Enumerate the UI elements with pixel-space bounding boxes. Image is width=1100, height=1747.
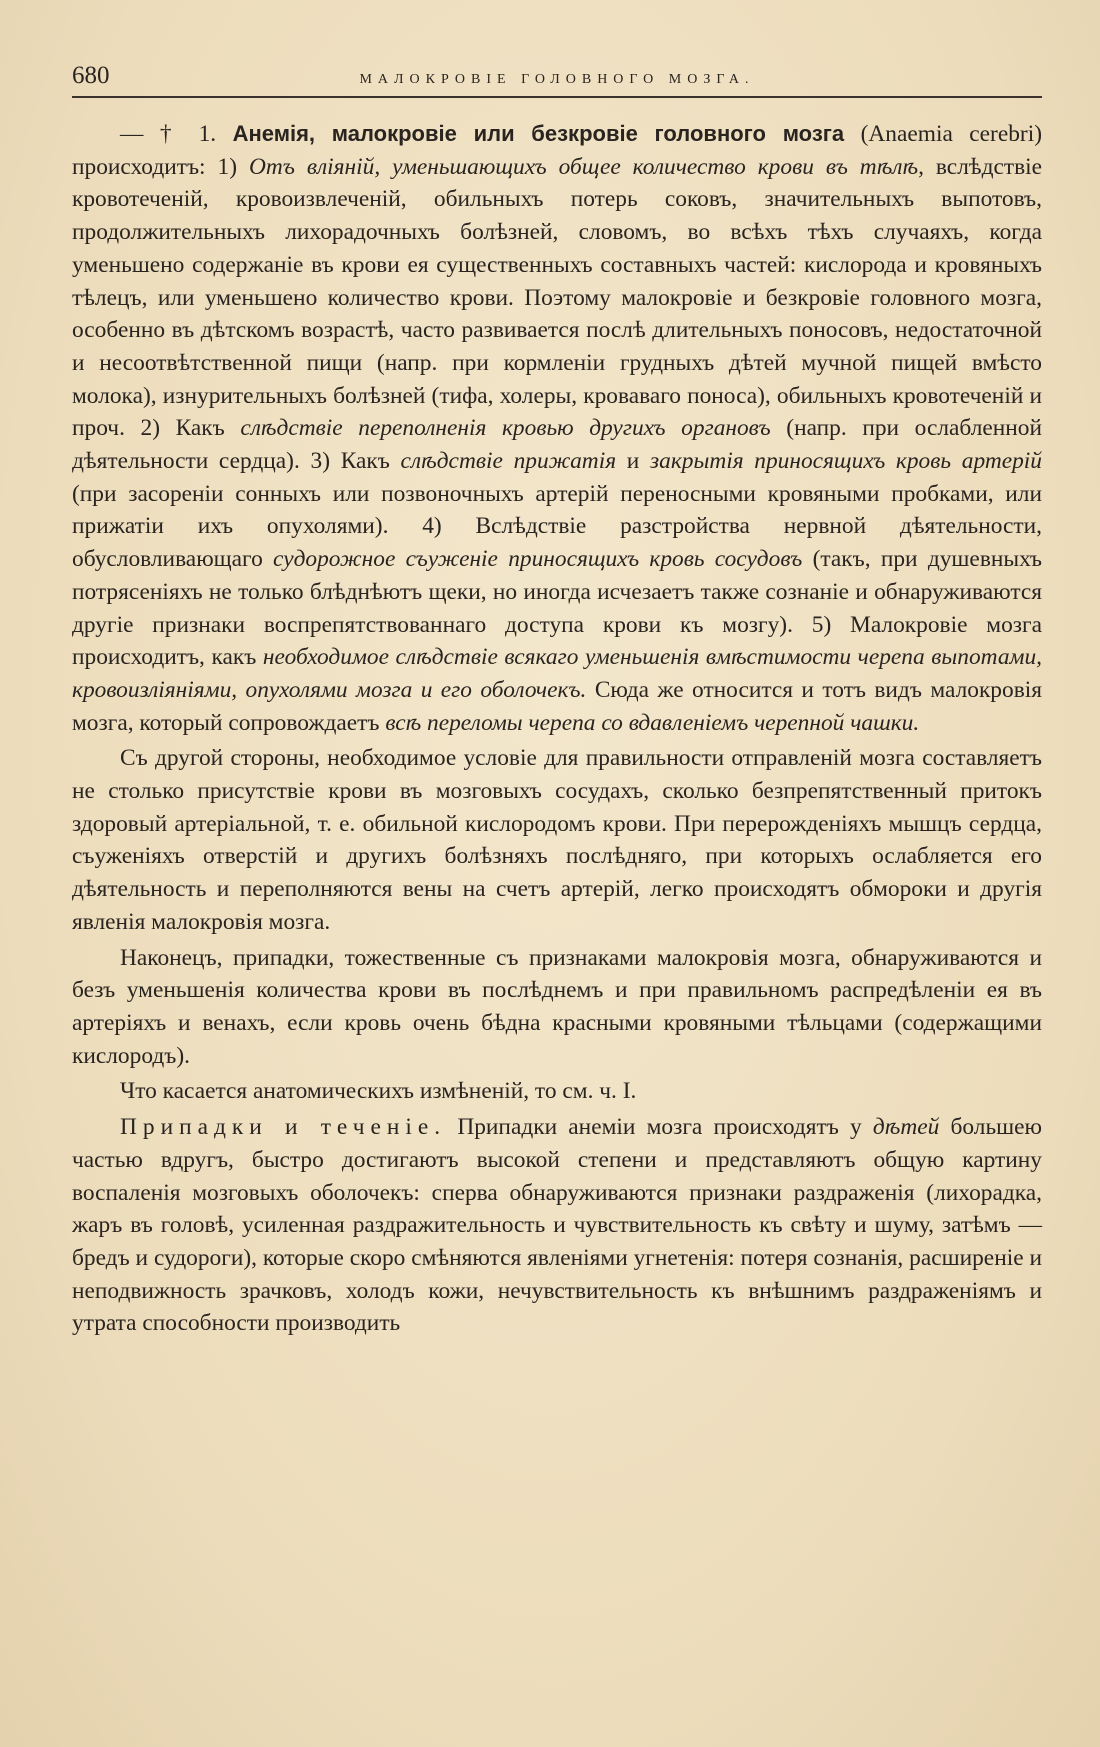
bold-heading-run: Анемія, малокровіе или безкровіе головного мозга [232,121,845,146]
text-run: и [616,448,651,475]
text-run: вслѣдствіе кровотеченій, кровоизвлеченій, обильныхъ потерь соковъ, значительныхъ выпотовъ, продолжительныхъ лихорадочныхъ болѣзней, словомъ, во всѣхъ тѣхъ случаяхъ, когда уменьшено содержаніе въ крови ея существенныхъ составныхъ частей: кислорода и кровяныхъ тѣлецъ, или уменьшено количество крови. Поэтому малокровіе и безкровіе головного мозга, особенно въ дѣтскомъ возрастѣ, часто развивается послѣ длительныхъ поносовъ, недостаточной и несоотвѣтственной пищи (напр. при кормленіи грудныхъ дѣтей мучной пищей вмѣсто молока), изнурительныхъ болѣзней (тифа, холеры, кроваваго поноса), обильныхъ кровотеченій и проч. 2) Какъ [72,153,1042,442]
text-run: Съ другой стороны, необходимое условіе для правильности отправленій мозга составляетъ не столько присутствіе крови въ мозговыхъ сосудахъ, сколько безпрепятственный притокъ здоровый артеріальной, т. е. обильной кислородомъ крови. При перерожденіяхъ мышцъ сердца, съуженіяхъ отверстій и другихъ болѣзняхъ послѣдняго, при которыхъ ослабляется его дѣятельность и переполняются вены на счетъ артерій, легко происходятъ обмороки и другія явленія малокровія мозга. [72,745,1042,935]
text-run: (напр. при ослабленной дѣятельности сердца). 3) Какъ [72,415,1042,475]
text-run: Наконецъ, припадки, тожественные съ признаками малокровія мозга, обнаруживаются и безъ уменьшенія количества крови въ послѣднемъ и при правильномъ распредѣленіи ея въ артеріяхъ и венахъ, если кровь очень бѣдна красными кровяными тѣльцами (содержащими кислородъ). [72,944,1042,1069]
italic-run: необходимое слѣдствіе всякаго уменьшенія вмѣстимости черепа выпотами, кровоизліяніями, опухолями мозга и его оболочекъ. [72,644,1042,703]
italic-run: дѣтей [872,1114,940,1141]
spaced-heading-run: Припадки и теченіе. [120,1114,447,1141]
italic-run: всѣ переломы черепа со вдавленіемъ черепной чашки. [385,709,920,736]
page-header [72,62,1042,98]
italic-run: Отъ вліяній, уменьшающихъ общее количество крови въ тѣлѣ, [248,153,924,180]
italic-run: слѣдствіе прижатія [400,448,617,475]
paragraph-symptoms [72,1111,1042,1340]
italic-run: слѣдствіе переполненія кровью другихъ органовъ [240,415,771,442]
text-run: (при засореніи сонныхъ или позвоночныхъ артерій переносными кровяными пробками, или прижатіи ихъ опухолями). 4) Вслѣдствіе разстройства нервной дѣятельности, обусловливающаго [72,480,1042,573]
text-run: (Anaemia cerebri) происходитъ: 1) [72,121,1042,180]
text-run: (такъ, при душевныхъ потрясеніяхъ не только блѣднѣютъ щеки, но иногда исчезаетъ также сознаніе и обнаруживаются другіе признаки воспрепятствованнаго доступа крови къ мозгу). 5) Малокровіе мозга происходитъ, какъ [72,546,1042,671]
text-run: — † 1. [120,121,233,147]
text-run: большею частью вдругъ, быстро достигаютъ высокой степени и представляютъ общую картину воспаленія мозговыхъ оболочекъ: сперва обнаруживаются признаки раздраженія (лихорадка, жаръ въ головѣ, усиленная раздражительность и чувствительность къ свѣту и шуму, затѣмъ — бредъ и судороги), которые скоро смѣняются явленіями угнетенія: потеря сознанія, расширеніе и неподвижность зрачковъ, холодъ кожи, нечувствительность къ внѣшнимъ раздраженіямъ и утрата способности производить [72,1114,1043,1337]
text-run: Сюда же относится и тотъ видъ малокровія мозга, который сопровождаетъ [72,676,1042,736]
paragraph-anatomy-ref [72,1075,1042,1108]
page-number: 680 [72,62,110,89]
running-title: МАЛОКРОВІЕ ГОЛОВНОГО МОЗГА. [359,72,755,87]
italic-run: судорожное съуженіе приносящихъ кровь сосудовъ [273,546,803,573]
paragraph-red-cells [72,942,1042,1073]
text-run: Что касается анатомическихъ измѣненій, то см. ч. I. [120,1078,637,1105]
page-body [72,118,1042,1340]
italic-run: закрытія приносящихъ кровь артерій [650,448,1043,475]
paragraph-arterial-supply [72,742,1042,938]
paragraph-anemia-causes [72,118,1042,739]
text-run: Припадки анеміи мозга происходятъ у [446,1114,873,1141]
